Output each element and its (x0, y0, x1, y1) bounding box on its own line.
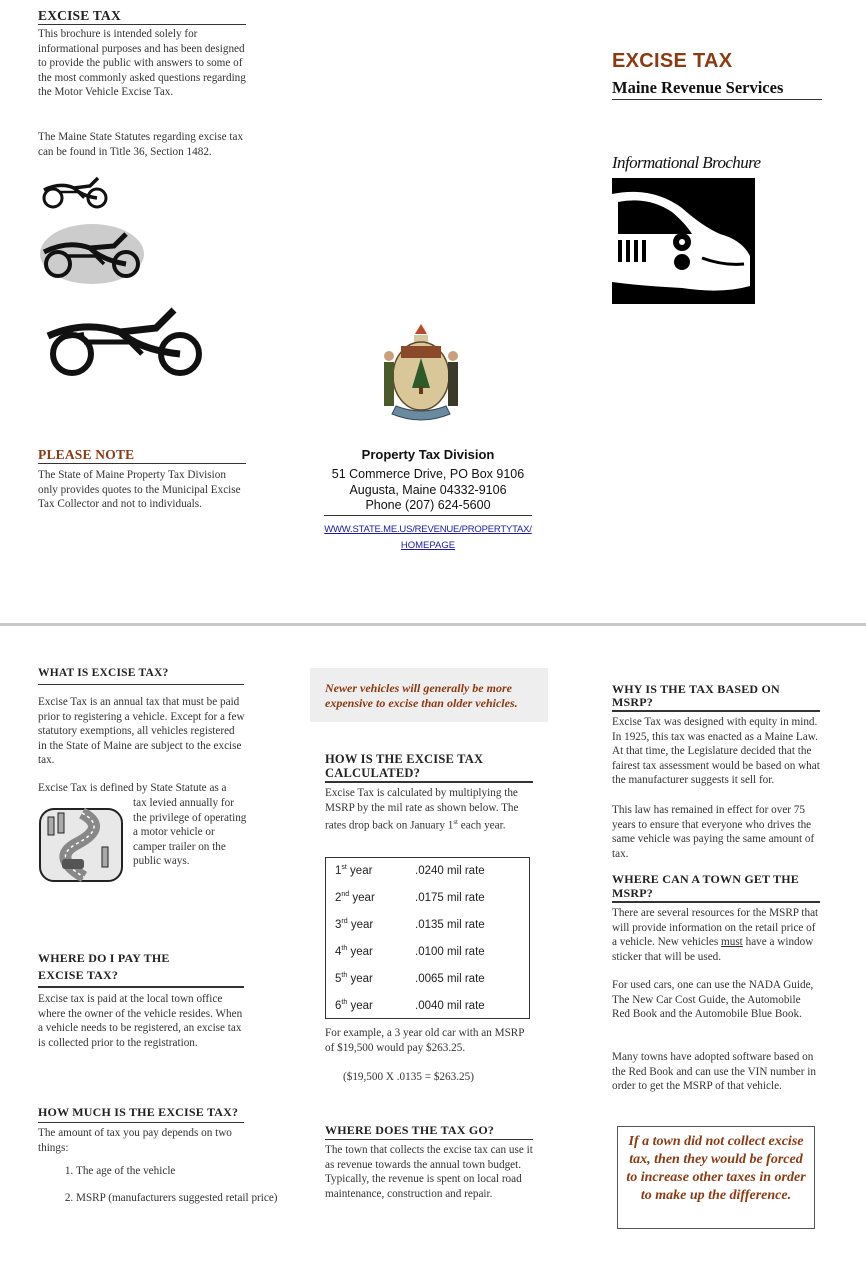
why-msrp-text-1: Excise Tax was designed with equity in mind. In 1925, this tax was enacted as a Maine Law. At that time, the Legislature decided that the fairest tax assessment would be based on what the manufacturer suggests it sell for. (612, 716, 820, 787)
list-item: 2. MSRP (manufacturers suggested retail price) (76, 1191, 286, 1206)
how-much-text: The amount of tax you pay depends on two things: (38, 1127, 232, 1154)
what-is-excise-tax-heading: WHAT IS EXCISE TAX? (38, 667, 244, 685)
where-do-i-pay-heading: WHERE DO I PAY THE EXCISE TAX? (38, 951, 170, 982)
motorcycle-large-icon (44, 304, 206, 380)
rate-value: .0175 mil rate (415, 891, 485, 904)
rate-row (335, 884, 525, 911)
cover-subtitle: Maine Revenue Services (612, 78, 822, 100)
difference-box-text: If a town did not collect excise tax, then they would be forced to increase other taxes in order to make up the difference. (626, 1134, 806, 1203)
where-do-i-pay-rule (38, 986, 244, 988)
town-msrp-text-2: For used cars, one can use the NADA Guide, The New Car Cost Guide, the Automobile Red Book and the Automobile Blue Book. (612, 979, 814, 1021)
rate-row (335, 857, 525, 884)
rate-year: 6th year (335, 999, 373, 1012)
panel-divider (0, 623, 866, 626)
statutes-text: The Maine State Statutes regarding excise tax can be found in Title 36, Section 1482. (38, 131, 244, 158)
intro-text: This brochure is intended solely for informational purposes and has been designed to provide the public with answers to some of the most commonly asked questions regarding the Motor Vehicle Excise Tax. (38, 28, 246, 99)
division-name: Property Tax Division (361, 447, 495, 462)
why-msrp-rule (612, 710, 820, 712)
please-note-text: The State of Maine Property Tax Division only provides quotes to the Municipal Excise Tax Collector and not to individuals. (38, 469, 241, 511)
what-is-excise-tax-text: Excise Tax is an annual tax that must be paid prior to registering a vehicle. Except for a few statutory exemptions, all vehicles registered in the State of Maine are subject to the excise tax. (38, 696, 245, 767)
list-item: 1. The age of the vehicle (76, 1164, 286, 1179)
excise-tax-heading: EXCISE TAX (38, 8, 246, 25)
rate-year: 4th year (335, 945, 373, 958)
motorcycle-medium-icon (40, 230, 148, 280)
website-link[interactable]: WWW.STATE.ME.US/REVENUE/PROPERTYTAX/ (324, 524, 532, 535)
statute-definition-lead: Excise Tax is defined by State Statute as a (38, 782, 227, 794)
town-msrp-rule (612, 901, 820, 903)
address-line-2: Augusta, Maine 04332-9106 (349, 483, 507, 497)
rate-value: .0100 mil rate (415, 945, 485, 958)
rate-value: .0135 mil rate (415, 918, 485, 931)
rate-year: 3rd year (335, 918, 374, 931)
website-link-homepage[interactable]: HOMEPAGE (400, 540, 456, 551)
why-msrp-text-2: This law has remained in effect for over 75 years to ensure that everyone who drives the same vehicle was paying the same amount of tax. (612, 804, 815, 860)
how-calculated-text: Excise Tax is calculated by multiplying the MSRP by the mil rate as shown below. The rates drop back on January 1st each year. (325, 787, 519, 832)
informational-brochure-label: Informational Brochure (612, 153, 761, 172)
example-text: For example, a 3 year old car with an MSRP of $19,500 would pay $263.25. (325, 1027, 525, 1054)
please-note-heading: PLEASE NOTE (38, 447, 246, 464)
callout-text: Newer vehicles will generally be more expensive to excise than older vehicles. (325, 681, 518, 710)
rate-value: .0240 mil rate (415, 864, 485, 877)
how-calculated-heading: HOW IS THE EXCISE TAX CALCULATED? (325, 752, 484, 780)
where-do-i-pay-text: Excise tax is paid at the local town office where the owner of the vehicle resides. When a vehicle needs to be registered, an excise tax is collected prior to the registration. (38, 993, 243, 1049)
rate-year: 2nd year (335, 891, 375, 904)
how-calculated-rule (325, 781, 533, 783)
how-much-heading: HOW MUCH IS THE EXCISE TAX? (38, 1105, 244, 1123)
rate-row (335, 938, 525, 965)
example-formula: ($19,500 X .0135 = $263.25) (343, 1071, 474, 1083)
where-tax-go-text: The town that collects the excise tax can use it as revenue towards the annual town budget. Typically, the revenue is spent on local road maintenance, construction and repair. (325, 1144, 533, 1200)
rate-year: 1st year (335, 864, 373, 877)
how-much-list (38, 1164, 286, 1217)
phone-number: Phone (207) 624-5600 (365, 498, 491, 512)
address-line-1: 51 Commerce Drive, PO Box 9106 (331, 467, 525, 481)
address-rule (324, 515, 532, 516)
where-tax-go-heading: WHERE DOES THE TAX GO? (325, 1123, 533, 1140)
car-icon (612, 178, 755, 304)
town-msrp-heading: WHERE CAN A TOWN GET THE MSRP? (612, 872, 799, 900)
town-msrp-text-3: Many towns have adopted software based on the Red Book and can use the VIN number in order to get the MSRP of that vehicle. (612, 1051, 816, 1093)
town-msrp-text-1: There are several resources for the MSRP that will provide information on the retail price of a vehicle. New vehicles must have a window sticker that will be used. (612, 907, 819, 963)
rate-value: .0040 mil rate (415, 999, 485, 1012)
rate-year: 5th year (335, 972, 373, 985)
rates-table (335, 857, 525, 1019)
why-msrp-heading: WHY IS THE TAX BASED ON MSRP? (612, 682, 780, 709)
rate-row (335, 965, 525, 992)
maine-state-seal (378, 322, 464, 428)
motorcycle-small-icon (40, 174, 112, 210)
cover-title: EXCISE TAX (612, 50, 733, 72)
rate-value: .0065 mil rate (415, 972, 485, 985)
statute-definition-text: tax levied annually for the privilege of operating a motor vehicle or camper trailer on the public ways. (133, 797, 247, 868)
winding-road-icon (38, 807, 124, 883)
rate-row (335, 911, 525, 938)
rate-row (335, 992, 525, 1019)
